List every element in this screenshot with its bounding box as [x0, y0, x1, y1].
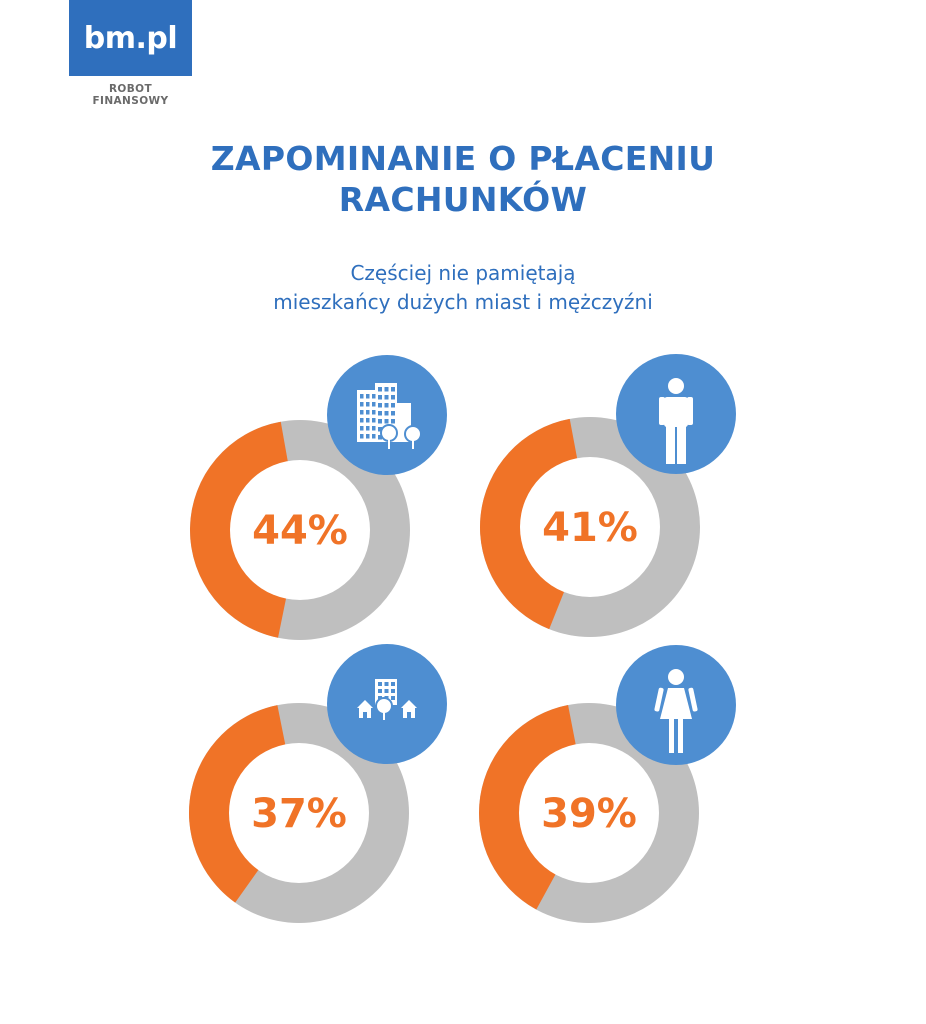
woman-badge	[616, 645, 736, 765]
donut-chart-3	[189, 644, 447, 923]
subtitle-line-2: mieszkańcy dużych miast i mężczyźni	[273, 290, 653, 314]
small-town-badge	[327, 644, 447, 764]
man-badge	[616, 354, 736, 474]
donut-chart-4	[479, 645, 736, 923]
value-label: 37%	[251, 791, 347, 837]
city-buildings-badge	[327, 355, 447, 475]
value-label: 41%	[542, 505, 638, 551]
subtitle-line-1: Częściej nie pamiętają	[350, 261, 576, 285]
brand-logo: bm.pl	[69, 0, 192, 76]
brand-tagline: ROBOT FINANSOWY	[92, 83, 169, 107]
value-label: 39%	[541, 791, 637, 837]
title-line-2: RACHUNKÓW	[338, 180, 588, 219]
value-label: 44%	[252, 508, 348, 554]
donut-chart-1	[190, 355, 447, 640]
title-line-1: ZAPOMINANIE O PŁACENIU	[210, 139, 716, 178]
donut-chart-2	[480, 354, 736, 637]
